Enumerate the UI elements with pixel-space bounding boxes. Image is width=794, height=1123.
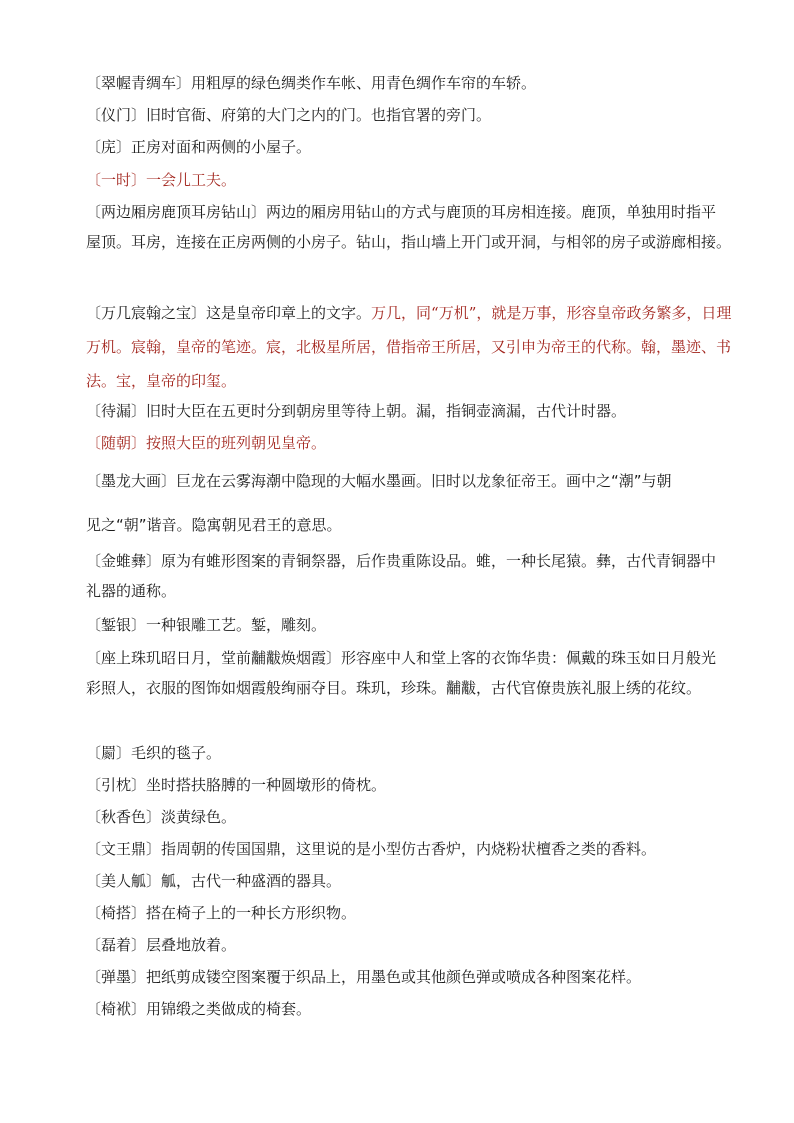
entry-definition: 正房对面和两侧的小屋子。 (131, 138, 312, 156)
entry-term: 〔磊着〕 (86, 936, 147, 954)
entry-xiangfang-zuanshan (86, 197, 731, 257)
entry-yinzhen (86, 770, 726, 800)
entry-term: 〔墨龙大画〕 (86, 472, 177, 490)
entry-zhuji-fufu (86, 643, 726, 703)
entry-term: 〔金蜼彝〕 (86, 552, 162, 570)
entry-definition: 搭在椅子上的一种长方形织物。 (146, 904, 357, 922)
entry-definition: 层叠地放着。 (146, 936, 237, 954)
entry-term: 〔随朝〕 (86, 434, 147, 452)
entry-term: 〔秋香色〕 (86, 808, 162, 826)
entry-definition: 一会儿工夫。 (146, 171, 237, 189)
entry-definition: 用粗厚的绿色绸类作车帐、用青色绸作车帘的车轿。 (191, 74, 537, 92)
entry-definition: 毛织的毯子。 (131, 744, 222, 762)
entry-definition: 见之“朝”谐音。隐寓朝见君王的意思。 (86, 516, 342, 534)
entry-term: 〔弹墨〕 (86, 968, 147, 986)
entry-definition: 旧时大臣在五更时分到朝房里等待上朝。漏，指铜壶滴漏，古代计时器。 (146, 402, 627, 420)
entry-definition: 形容座中人和堂上客的衣饰华贵：佩戴的珠玉如日月般光彩照人，衣服的图饰如烟霞般绚丽夺目。珠玑，珍珠。黼黻，古代官僚贵族礼服上绣的花纹。 (86, 649, 717, 697)
entry-term: 〔两边厢房鹿顶耳房钻山〕 (86, 203, 267, 221)
entry-definition: 一种银雕工艺。錾，雕刻。 (146, 616, 327, 634)
entry-yifu (86, 994, 726, 1024)
entry-qiuxiangse (86, 802, 726, 832)
entry-cuiwo-qingchouche (86, 68, 726, 98)
entry-wu (86, 132, 726, 162)
entry-term: 〔美人觚〕 (86, 872, 162, 890)
entry-term: 〔仪门〕 (86, 106, 147, 124)
entry-tanmo (86, 962, 746, 992)
entry-wanji-chenhan-zhibao (86, 296, 736, 398)
entry-yida (86, 898, 726, 928)
entry-zanyin (86, 610, 726, 640)
entry-term: 〔待漏〕 (86, 402, 147, 420)
entry-definition: 两边的厢房用钻山的方式与鹿顶的耳房相连接。鹿顶，单独用时指平屋顶。耳房，连接在正房两侧的小房子。钻山，指山墙上开门或开洞，与相邻的房子或游廊相接。 (86, 203, 732, 251)
entry-definition: 这是皇帝印章上的文字。 (206, 304, 372, 322)
entry-term: 〔椅袱〕 (86, 1000, 147, 1018)
entry-ji (86, 738, 726, 768)
entry-jin-weiyi (86, 546, 726, 606)
entry-molong-dahua-cont (86, 510, 726, 540)
entry-term: 〔椅搭〕 (86, 904, 147, 922)
entry-term: 〔罽〕 (86, 744, 132, 762)
entry-meirengu (86, 866, 726, 896)
entry-definition: 按照大臣的班列朝见皇帝。 (146, 434, 327, 452)
entry-term: 〔庑〕 (86, 138, 132, 156)
entry-term: 〔文王鼎〕 (86, 840, 162, 858)
entry-definition: 巨龙在云雾海潮中隐现的大幅水墨画。旧时以龙象征帝王。画中之“潮”与朝 (176, 472, 672, 490)
entry-term: 〔万几宸翰之宝〕 (86, 304, 207, 322)
entry-term: 〔引枕〕 (86, 776, 147, 794)
entry-definition: 旧时官衙、府第的大门之内的门。也指官署的旁门。 (146, 106, 492, 124)
entry-definition: 指周朝的传国国鼎，这里说的是小型仿古香炉，内烧粉状檀香之类的香料。 (161, 840, 657, 858)
entry-yimen (86, 100, 726, 130)
entry-definition: 原为有蜼形图案的青铜祭器，后作贵重陈设品。蜼，一种长尾猿。彝，古代青铜器中礼器的通称。 (86, 552, 717, 600)
entry-definition: 觚，古代一种盛酒的器具。 (161, 872, 342, 890)
entry-molong-dahua (86, 466, 746, 496)
entry-dailou (86, 396, 726, 426)
entry-term: 〔翠幄青绸车〕 (86, 74, 192, 92)
entry-suichao (86, 428, 726, 458)
entry-yishi (86, 165, 726, 195)
entry-definition: 淡黄绿色。 (161, 808, 237, 826)
entry-term: 〔座上珠玑昭日月，堂前黼黻焕烟霞〕 (86, 649, 342, 667)
entry-definition-highlight: 万几，同“万机”，就是万事，形容皇帝政务繁多，日理万机。宸翰，皇帝的笔迹。宸，北极星所居，借指帝王所居，又引申为帝王的代称。翰，墨迹、书法。宝，皇帝的印玺。 (86, 304, 732, 390)
entry-definition: 把纸剪成镂空图案覆于织品上，用墨色或其他颜色弹或喷成各种图案花样。 (146, 968, 642, 986)
entry-definition: 用锦缎之类做成的椅套。 (146, 1000, 312, 1018)
entry-definition: 坐时搭扶胳膊的一种圆墩形的倚枕。 (146, 776, 387, 794)
entry-term: 〔錾银〕 (86, 616, 147, 634)
entry-leizhe (86, 930, 726, 960)
entry-wenwangding (86, 834, 746, 864)
entry-term: 〔一时〕 (86, 171, 147, 189)
